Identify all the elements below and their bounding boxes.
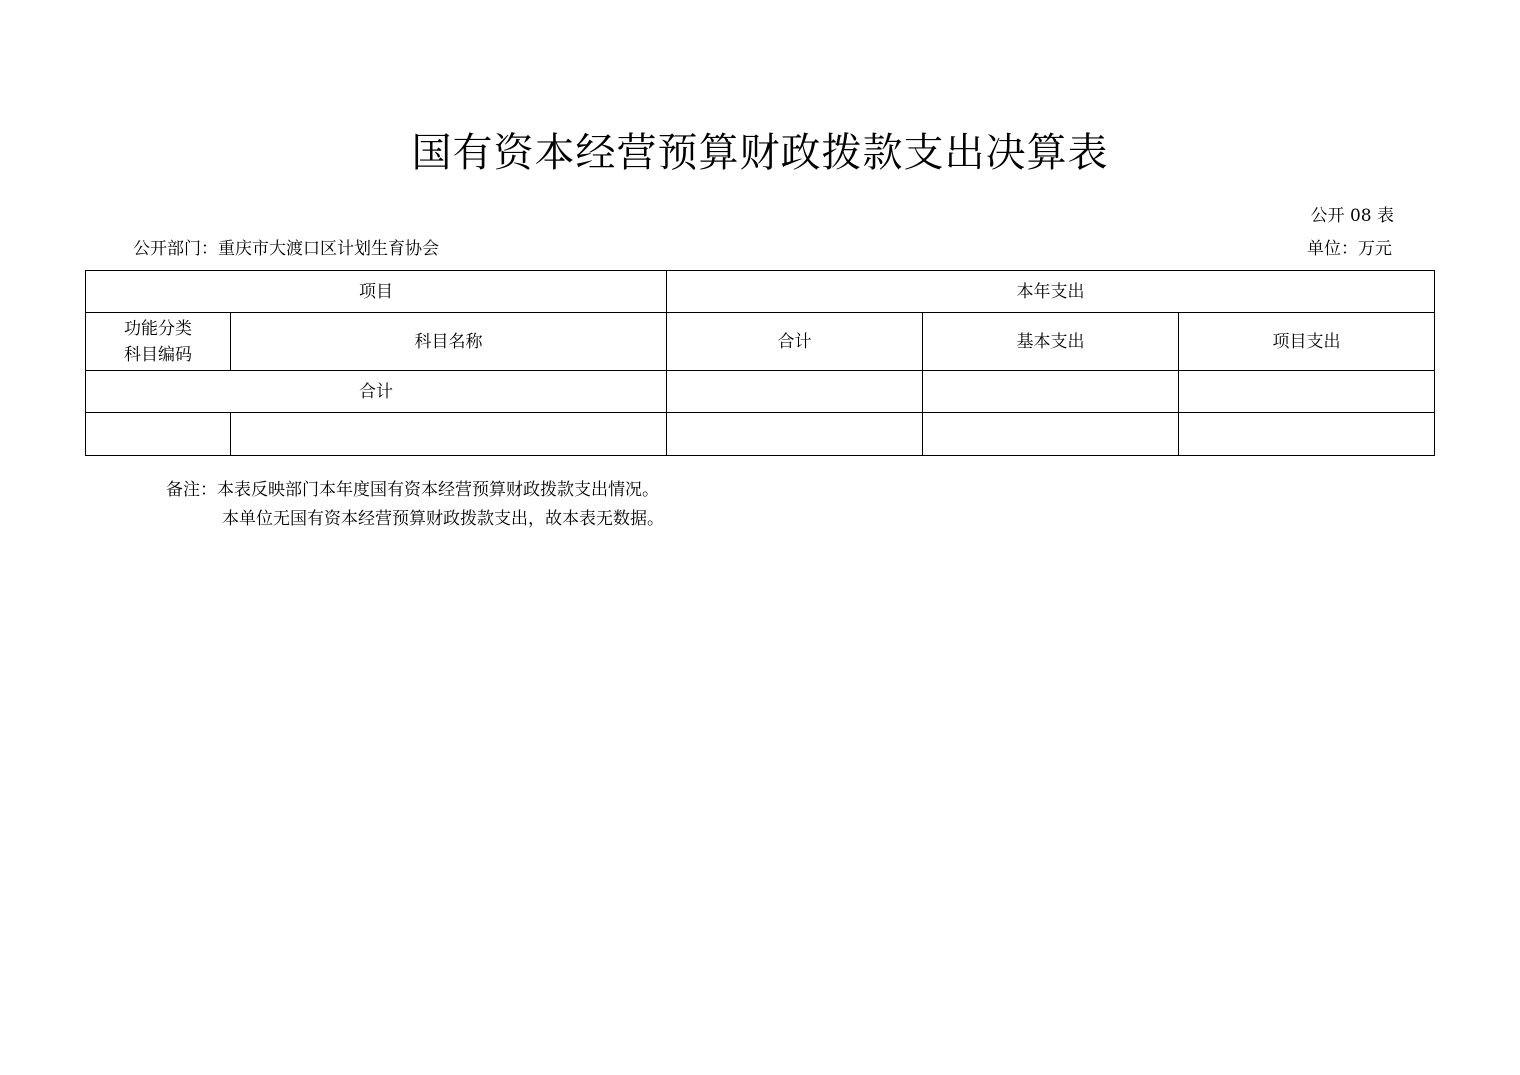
row-project — [1179, 413, 1435, 456]
header-item: 项目 — [86, 271, 667, 313]
notes — [166, 476, 664, 534]
notes-label: 备注： — [166, 480, 217, 500]
notes-text-2: 本单位无国有资本经营预算财政拨款支出，故本表无数据。 — [222, 509, 664, 529]
header-function-code — [86, 313, 231, 371]
notes-line1 — [166, 476, 664, 505]
total-row-project — [1179, 371, 1435, 413]
table-header-row — [86, 271, 1435, 313]
table-row — [86, 413, 1435, 456]
department-label: 公开部门：重庆市大渡口区计划生育协会 — [133, 239, 439, 259]
header-basic-expense: 基本支出 — [923, 313, 1179, 371]
header-function-code-line2: 科目编码 — [124, 344, 192, 365]
notes-text-1: 本表反映部门本年度国有资本经营预算财政拨款支出情况。 — [217, 480, 659, 500]
row-name — [231, 413, 667, 456]
expense-table — [85, 270, 1435, 456]
table-total-row — [86, 371, 1435, 413]
page-title: 国有资本经营预算财政拨款支出决算表 — [411, 130, 1109, 176]
header-year-expense: 本年支出 — [667, 271, 1435, 313]
row-code — [86, 413, 231, 456]
form-number: 公开 08 表 — [1310, 206, 1394, 226]
total-row-total — [667, 371, 923, 413]
row-basic — [923, 413, 1179, 456]
row-total — [667, 413, 923, 456]
header-function-code-line1: 功能分类 — [124, 318, 192, 339]
header-total: 合计 — [667, 313, 923, 371]
header-project-expense: 项目支出 — [1179, 313, 1435, 371]
total-row-basic — [923, 371, 1179, 413]
table-subheader-row — [86, 313, 1435, 371]
header-subject-name: 科目名称 — [231, 313, 667, 371]
unit-label: 单位：万元 — [1307, 239, 1392, 259]
total-row-label: 合计 — [86, 371, 667, 413]
